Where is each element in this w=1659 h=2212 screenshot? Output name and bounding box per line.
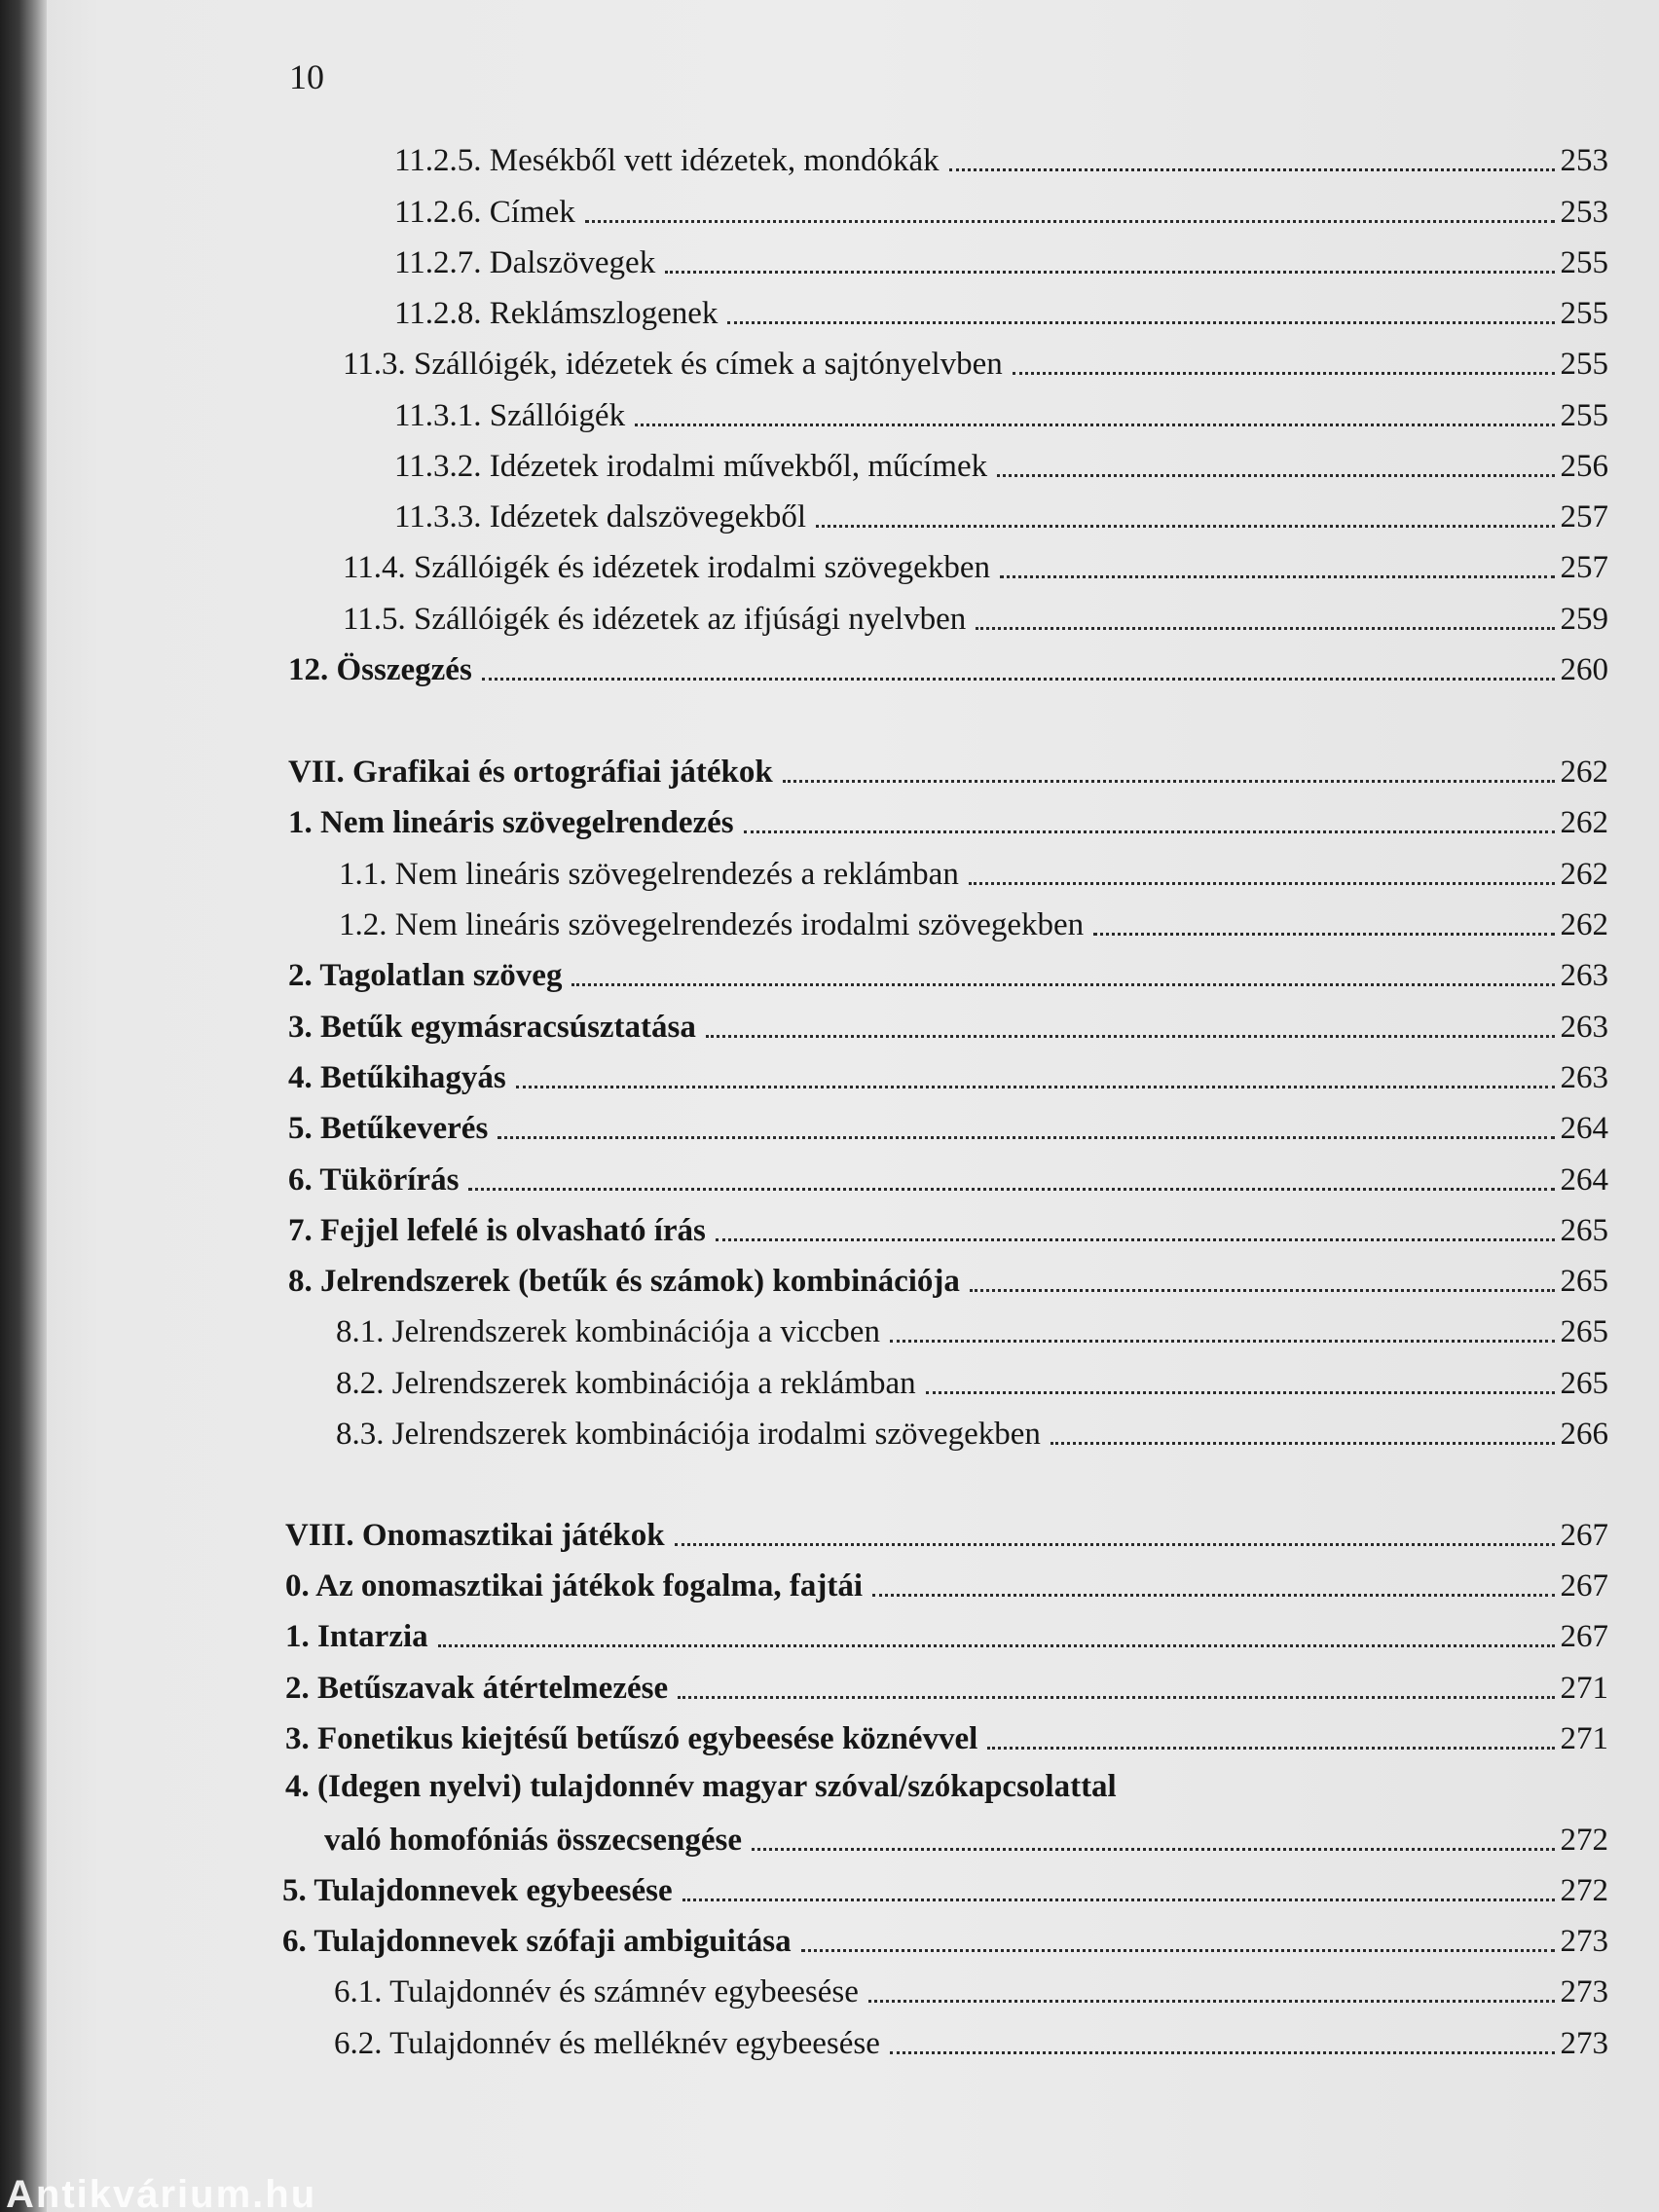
page-number: 10 [289,57,324,96]
toc-entry: 8. Jelrendszerek (betűk és számok) kombinációja 265 [288,1264,1608,1299]
toc-entry: 6.1. Tulajdonnév és számnév egybeesése 273 [334,1974,1608,2009]
toc-entry: 1. Intarzia 267 [285,1619,1608,1654]
watermark: Antikvárium.hu [6,2173,317,2212]
toc-entry: 8.3. Jelrendszerek kombinációja irodalmi szövegekben 266 [336,1417,1608,1452]
toc-entry: 12. Összegzés 260 [288,652,1608,687]
toc-entry-first-line: 4. (Idegen nyelvi) tulajdonnév magyar szóval/szókapcsolattal [285,1769,1117,1804]
toc-entry: 11.3.3. Idézetek dalszövegekből 257 [394,499,1608,535]
toc-entry: 1. Nem lineáris szövegelrendezés 262 [288,805,1608,840]
toc-entry: 2. Betűszavak átértelmezése 271 [285,1671,1608,1706]
toc-entry: 11.2.6. Címek 253 [394,195,1608,230]
toc-entry: 5. Betűkeverés 264 [288,1111,1608,1146]
toc-entry: 3. Fonetikus kiejtésű betűszó egybeesése köznévvel 271 [285,1721,1608,1756]
toc-entry: 6. Tükörírás 264 [288,1162,1608,1198]
toc-entry: 2. Tagolatlan szöveg 263 [288,958,1608,993]
toc-entry: 11.2.8. Reklámszlogenek 255 [394,296,1608,331]
toc-entry: 11.3.2. Idézetek irodalmi művekből, műcímek 256 [394,449,1608,484]
toc-entry: 3. Betűk egymásracsúsztatása 263 [288,1010,1608,1045]
toc-entry: való homofóniás összecsengése 272 [324,1823,1608,1858]
toc-entry: 8.2. Jelrendszerek kombinációja a reklámban 265 [336,1366,1608,1401]
toc-entry: 11.3. Szállóigék, idézetek és címek a sajtónyelvben 255 [343,347,1608,382]
toc-entry: 11.5. Szállóigék és idézetek az ifjúsági nyelvben 259 [343,602,1608,637]
toc-entry: 1.1. Nem lineáris szövegelrendezés a reklámban 262 [339,857,1608,892]
toc-chapter-heading: VII. Grafikai és ortográfiai játékok 262 [288,755,1608,790]
toc-entry: 4. Betűkihagyás 263 [288,1060,1608,1095]
toc-entry: 1.2. Nem lineáris szövegelrendezés irodalmi szövegekben 262 [339,907,1608,942]
toc-chapter-heading: VIII. Onomasztikai játékok 267 [285,1518,1608,1553]
toc-entry: 6.2. Tulajdonnév és melléknév egybeesése 273 [334,2026,1608,2061]
toc-entry: 5. Tulajdonnevek egybeesése 272 [282,1873,1608,1908]
toc-entry: 11.2.7. Dalszövegek 255 [394,245,1608,280]
toc-entry: 11.2.5. Mesékből vett idézetek, mondókák 253 [394,143,1608,178]
toc-entry: 7. Fejjel lefelé is olvasható írás 265 [288,1213,1608,1248]
toc-entry: 11.4. Szállóigék és idézetek irodalmi szövegekben 257 [343,550,1608,585]
toc-entry: 6. Tulajdonnevek szófaji ambiguitása 273 [282,1924,1608,1959]
toc-entry: 8.1. Jelrendszerek kombinációja a viccben 265 [336,1314,1608,1349]
toc-entry: 0. Az onomasztikai játékok fogalma, fajtái 267 [285,1568,1608,1604]
toc-entry: 11.3.1. Szállóigék 255 [394,398,1608,433]
